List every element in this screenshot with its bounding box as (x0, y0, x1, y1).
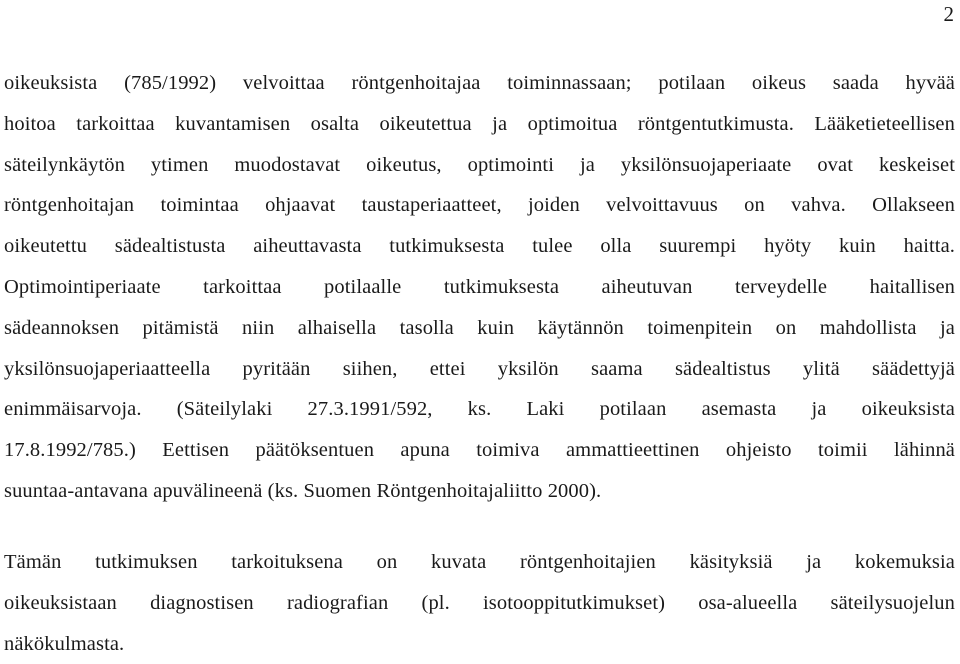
paragraph-1 (4, 63, 955, 512)
text-line: röntgenhoitajan toimintaa ohjaavat taustaperiaatteet, joiden velvoittavuus on vahva. Ollakseen (4, 194, 955, 217)
text-line: 17.8.1992/785.) Eettisen päätöksentuen apuna toimiva ammattieettinen ohjeisto toimii lähinnä (4, 439, 955, 462)
text-line: enimmäisarvoja. (Säteilylaki 27.3.1991/592, ks. Laki potilaan asemasta ja oikeuksista (4, 398, 955, 421)
paragraph-2 (4, 542, 955, 664)
text-line: Tämän tutkimuksen tarkoituksena on kuvata röntgenhoitajien käsityksiä ja kokemuksia (4, 551, 955, 573)
text-line: oikeutettu sädealtistusta aiheuttavasta tutkimuksesta tulee olla suurempi hyöty kuin haitta. (4, 235, 955, 258)
text-line: oikeuksistaan diagnostisen radiografian (pl. isotooppitutkimukset) osa-alueella säteilysuojelun (4, 591, 955, 614)
text-line: hoitoa tarkoittaa kuvantamisen osalta oikeutettua ja optimoitua röntgentutkimusta. Lääketieteellisen (4, 112, 955, 135)
text-line: sädeannoksen pitämistä niin alhaisella tasolla kuin käytännön toimenpitein on mahdollista ja (4, 316, 955, 339)
text-line: oikeuksista (785/1992) velvoittaa röntgenhoitajaa toiminnassaan; potilaan oikeus saada hyvää (4, 72, 955, 94)
text-line: säteilynkäytön ytimen muodostavat oikeutus, optimointi ja yksilönsuojaperiaate ovat keskeiset (4, 153, 955, 176)
text-line: näkökulmasta. (4, 632, 125, 655)
text-line: suuntaa-antavana apuvälineenä (ks. Suomen Röntgenhoitajaliitto 2000). (4, 479, 602, 502)
text-line: yksilönsuojaperiaatteella pyritään siihen, ettei yksilön saama sädealtistus ylitä säädettyjä (4, 357, 955, 380)
page-number: 2 (943, 2, 954, 26)
text-line: Optimointiperiaate tarkoittaa potilaalle tutkimuksesta aiheutuvan terveydelle haitallisen (4, 275, 955, 298)
